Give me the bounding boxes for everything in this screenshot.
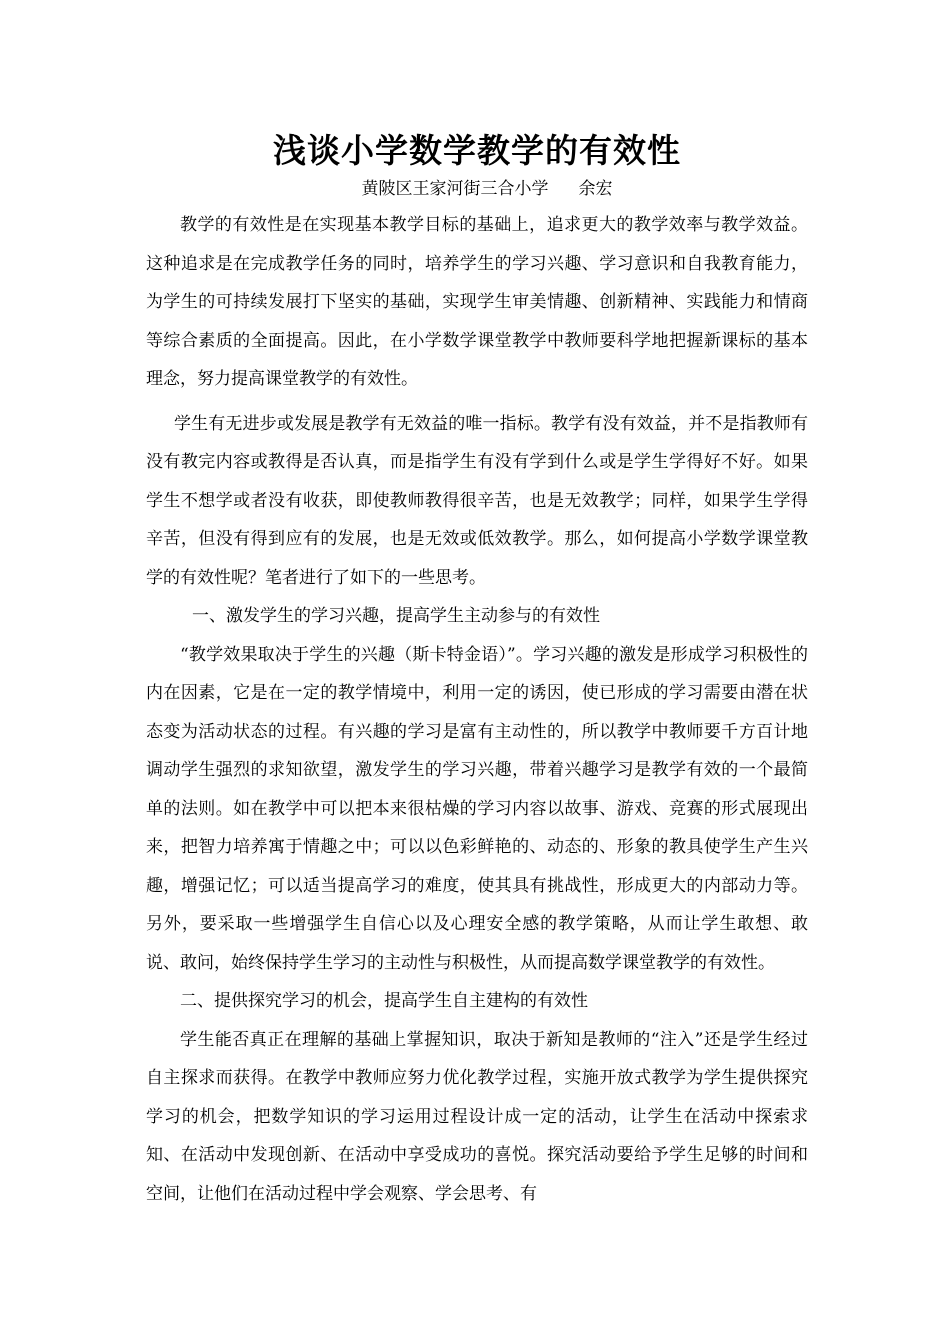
intro-paragraph-1: 教学的有效性是在实现基本教学目标的基础上，追求更大的教学效率与教学效益。这种追求是在完成教学任务的同时，培养学生的学习兴趣、学习意识和自我教育能力，为学生的可持续发展打下坚实的基础，实现学生审美情趣、创新精神、实践能力和情商等综合素质的全面提高。因此，在小学数学课堂教学中教师要科学地把握新课标的基本理念，努力提高课堂教学的有效性。 <box>146 215 808 389</box>
section-1-heading: 一、激发学生的学习兴趣，提高学生主动参与的有效性 <box>192 606 600 626</box>
author-school: 黄陂区王家河街三合小学 <box>361 179 549 199</box>
author-line <box>146 174 808 204</box>
section-2-body: 学生能否真正在理解的基础上掌握知识，取决于新知是教师的“注入”还是学生经过自主探求而获得。在教学中教师应努力优化教学过程，实施开放式教学为学生提供探究学习的机会，把数学知识的学习运用过程设计成一定的活动，让学生在活动中探索求知、在活动中发现创新、在活动中享受成功的喜悦。探究活动要给予学生足够的时间和空间，让他们在活动过程中学会观察、学会思考、有 <box>146 1029 808 1204</box>
author-name: 余宏 <box>578 179 613 199</box>
section-1-body: “教学效果取决于学生的兴趣（斯卡特金语）”。学习兴趣的激发是形成学习积极性的内在因素，它是在一定的教学情境中，利用一定的诱因，使已形成的学习需要由潜在状态变为活动状态的过程。有兴趣的学习是富有主动性的，所以教学中教师要千方百计地调动学生强烈的求知欲望，激发学生的学习兴趣，带着兴趣学习是教学有效的一个最简单的法则。如在教学中可以把本来很枯燥的学习内容以故事、游戏、竞赛的形式展现出来，把智力培养寓于情趣之中；可以以色彩鲜艳的、动态的、形象的教具使学生产生兴趣，增强记忆；可以适当提高学习的难度，使其具有挑战性，形成更大的内部动力等。另外，要采取一些增强学生自信心以及心理安全感的教学策略，从而让学生敢想、敢说、敢问，始终保持学生学习的主动性与积极性，从而提高数学课堂教学的有效性。 <box>146 644 808 973</box>
document-page <box>146 128 808 1213</box>
section-2-heading: 二、提供探究学习的机会，提高学生自主建构的有效性 <box>180 991 588 1011</box>
document-title: 浅谈小学数学教学的有效性 <box>273 131 681 170</box>
intro-paragraph-2: 学生有无进步或发展是教学有无效益的唯一指标。教学有没有效益，并不是指教师有没有教完内容或教得是否认真，而是指学生有没有学到什么或是学生学得好不好。如果学生不想学或者没有收获，即使教师教得很辛苦，也是无效教学；同样，如果学生学得辛苦，但没有得到应有的发展，也是无效或低效教学。那么，如何提高小学数学课堂教学的有效性呢？笔者进行了如下的一些思考。 <box>146 413 808 588</box>
